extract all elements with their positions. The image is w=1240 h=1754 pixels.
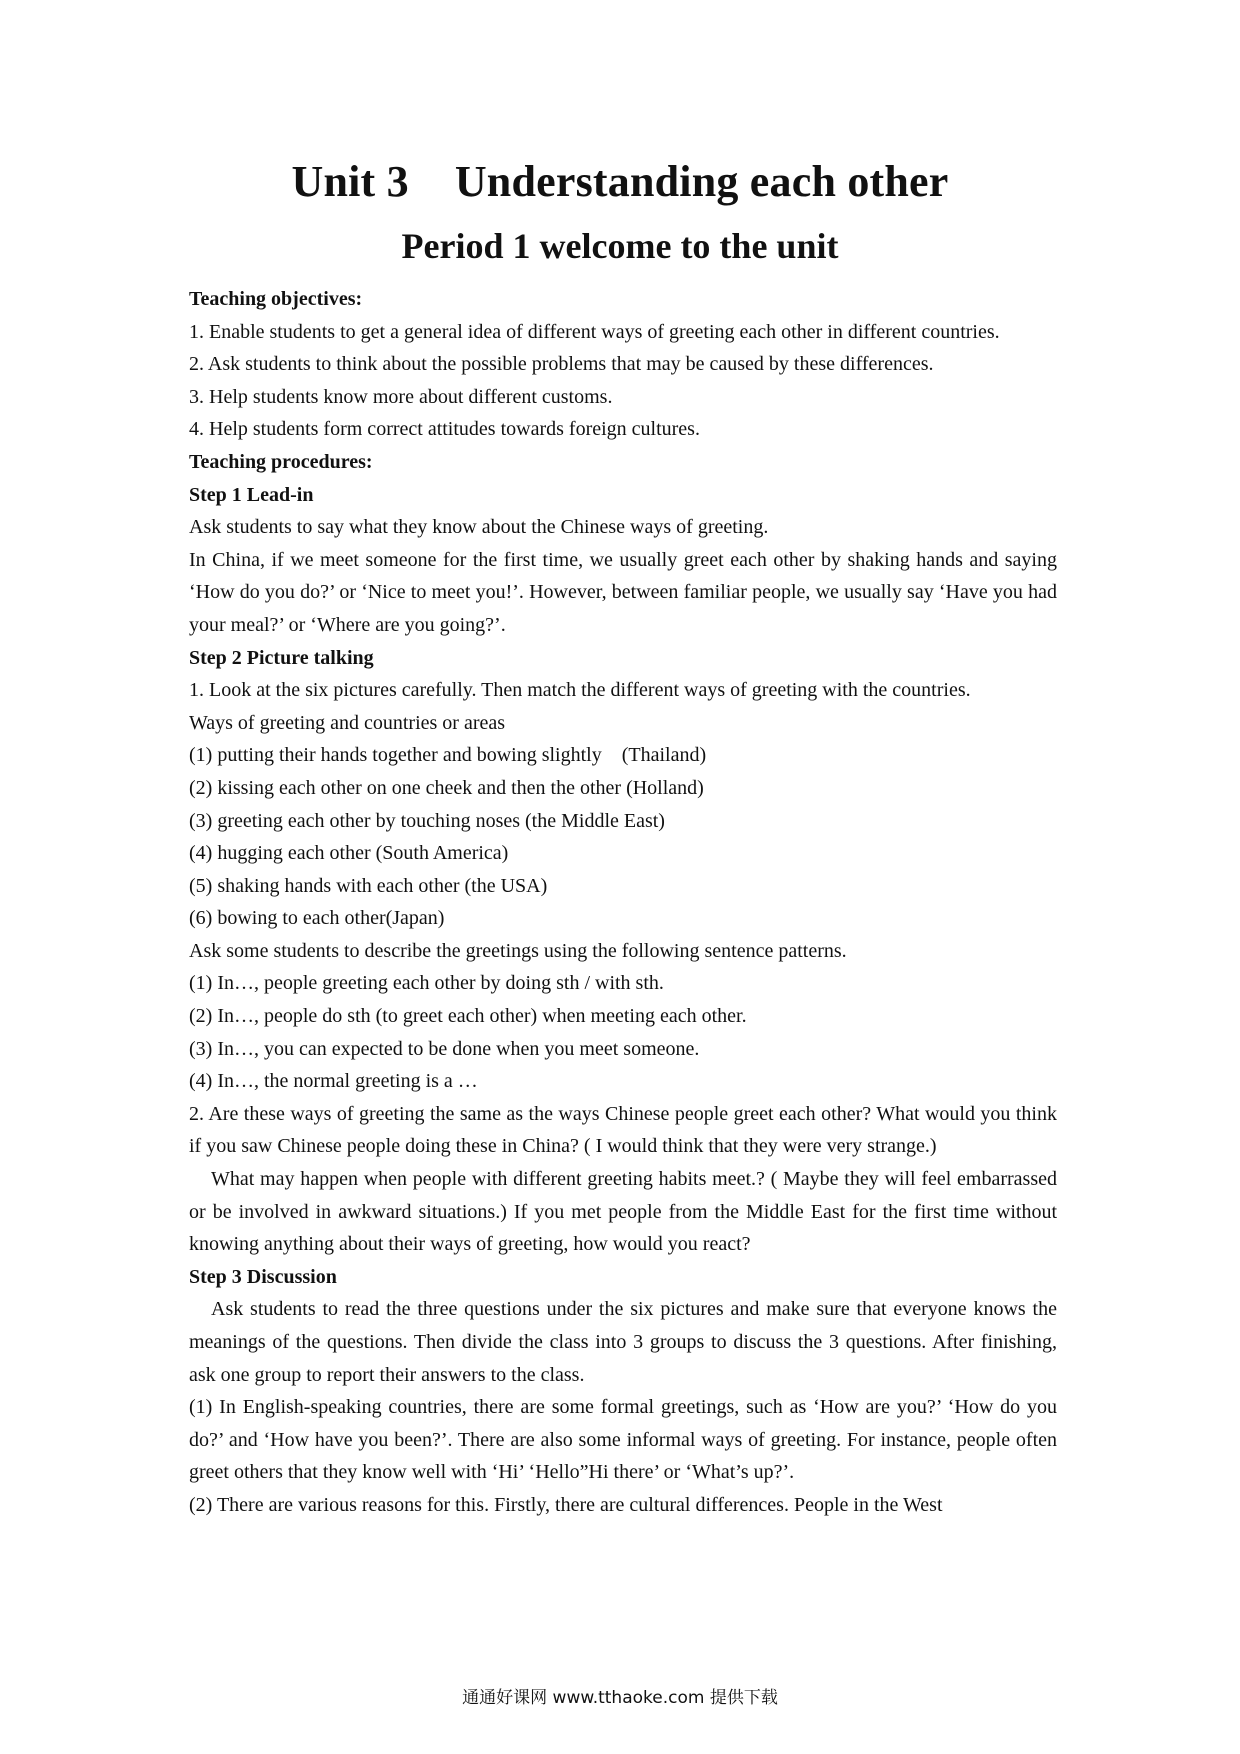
page-footer: 通通好课网 www.tthaoke.com 提供下载 [462, 1688, 778, 1708]
unit-number: Unit 3 [291, 157, 409, 206]
greeting-item: (2) kissing each other on one cheek and then the other (Holland) [189, 776, 704, 799]
procedures-heading: Teaching procedures: [189, 450, 373, 473]
step3-answer: (2) There are various reasons for this. Firstly, there are cultural differences. People in the West [189, 1493, 943, 1516]
objective-item: 4. Help students form correct attitudes towards foreign cultures. [189, 418, 700, 441]
step3-intro: Ask students to read the three questions under the six pictures and make sure that everyone knows the meanings of the questions. Then divide the class into 3 groups to discuss the 3 questions. After finishing, ask one group to report their answers to the class. [189, 1298, 1057, 1386]
pattern-item: (1) In…, people greeting each other by doing sth / with sth. [189, 972, 664, 995]
objectives-heading: Teaching objectives: [189, 288, 363, 310]
step2-heading: Step 2 Picture talking [189, 646, 374, 669]
greeting-item: (1) putting their hands together and bowing slightly (Thailand) [189, 744, 707, 767]
lesson-plan-body [189, 283, 1057, 1522]
patterns-intro: Ask some students to describe the greetings using the following sentence patterns. [189, 939, 847, 962]
step3-heading: Step 3 Discussion [189, 1265, 337, 1288]
objective-item: 3. Help students know more about different customs. [189, 385, 613, 408]
step1-line: Ask students to say what they know about the Chinese ways of greeting. [189, 516, 769, 539]
period-title: Period 1 welcome to the unit [401, 226, 839, 266]
step1-line: In China, if we meet someone for the first time, we usually greet each other by shaking hands and saying ‘How do you do?’ or ‘Nice to meet you!’. However, between familiar people, we usually say ‘Have you had your meal?’ or ‘Where are you going?’. [189, 548, 1057, 636]
objective-item: 2. Ask students to think about the possible problems that may be caused by these differences. [189, 353, 934, 376]
pattern-item: (4) In…, the normal greeting is a … [189, 1070, 478, 1093]
unit-title [0, 156, 1240, 207]
objective-item: 1. Enable students to get a general idea of different ways of greeting each other in different countries. [189, 320, 1000, 343]
step2-followup: What may happen when people with different greeting habits meet.? ( Maybe they will feel embarrassed or be involved in awkward situations.) If you met people from the Middle East for the first time without knowing anything about their ways of greeting, how would you react? [189, 1168, 1057, 1256]
step2-subheading: Ways of greeting and countries or areas [189, 711, 506, 734]
step2-intro: 1. Look at the six pictures carefully. Then match the different ways of greeting with the countries. [189, 679, 971, 702]
unit-topic: Understanding each other [454, 157, 949, 206]
step1-heading: Step 1 Lead-in [189, 483, 314, 506]
greeting-item: (5) shaking hands with each other (the USA) [189, 874, 548, 897]
greeting-item: (4) hugging each other (South America) [189, 842, 509, 865]
greeting-item: (6) bowing to each other(Japan) [189, 907, 445, 930]
pattern-item: (2) In…, people do sth (to greet each other) when meeting each other. [189, 1005, 747, 1028]
step3-answer: (1) In English-speaking countries, there are some formal greetings, such as ‘How are you?’ ‘How do you do?’ and ‘How have you been?’. There are also some informal ways of greeting. For instance, people often greet others that they know well with ‘Hi’ ‘Hello”Hi there’ or ‘What’s up?’. [189, 1396, 1057, 1484]
pattern-item: (3) In…, you can expected to be done when you meet someone. [189, 1037, 700, 1060]
greeting-item: (3) greeting each other by touching noses (the Middle East) [189, 809, 665, 832]
step2-question: 2. Are these ways of greeting the same as the ways Chinese people greet each other? What would you think if you saw Chinese people doing these in China? ( I would think that they were very strange.) [189, 1102, 1057, 1158]
